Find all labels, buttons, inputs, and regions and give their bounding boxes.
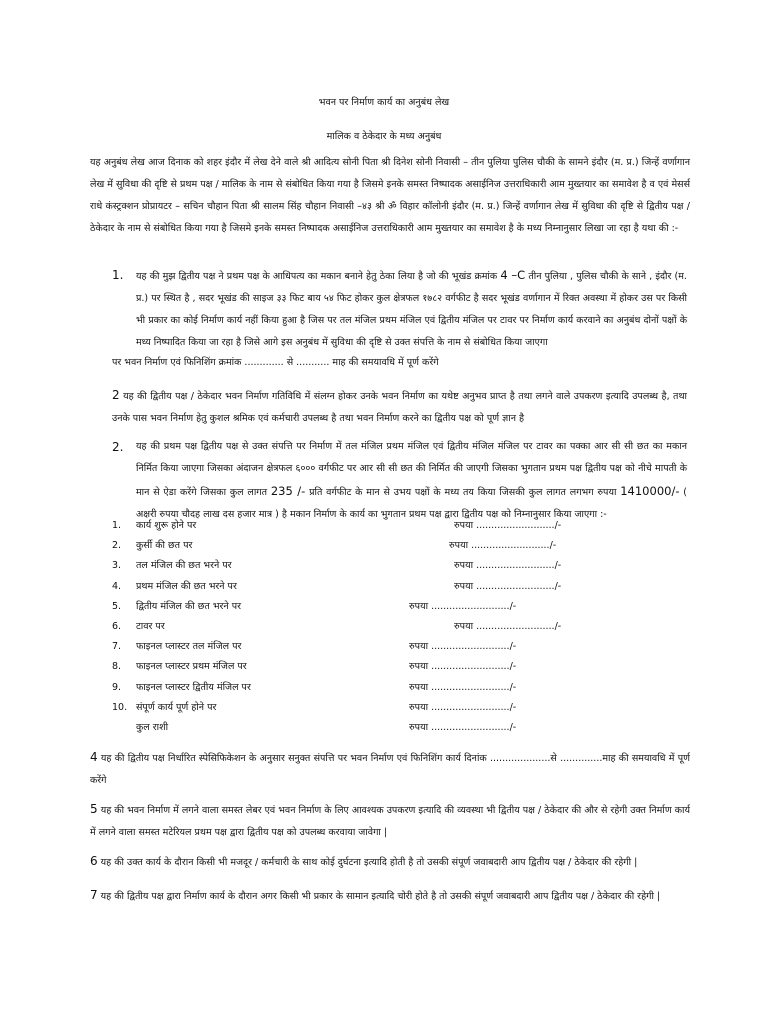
- clause-4-number: 4: [90, 750, 98, 764]
- schedule-row-number: 7.: [112, 641, 122, 653]
- schedule-row-label: तल मंजिल की छत भरने पर: [136, 560, 232, 572]
- schedule-row-number: 8.: [112, 661, 122, 673]
- clause-6-text: यह की उक्त कार्य के दौरान किसी भी मजदूर / कर्मचारी के साथ कोई दुर्घटना इत्यादि होती है तो उसकी संपूर्ण जवाबदारी आप द्वितीय पक्ष / ठेकेदार की रहेगी |: [100, 857, 638, 868]
- clause-1-number: 1.: [112, 268, 124, 282]
- schedule-row: [112, 556, 612, 576]
- clause-2b-amount: 1410000/-: [620, 484, 680, 498]
- schedule-row-amount: रुपया ........................../-: [409, 641, 517, 653]
- clause-6: [90, 850, 690, 874]
- clause-2b-text-c: ( अक्षरी रुपया चौदह लाख दस हजार मात्र ) है मकान निर्माण के कार्य का भुगतान प्रथम पक्ष द्वारा द्वितीय पक्ष को निम्नानुसार किया जाएगा :-: [136, 487, 688, 520]
- clause-1: [112, 264, 687, 354]
- schedule-row: [112, 536, 612, 556]
- schedule-row-label: कार्य शुरू होने पर: [136, 520, 197, 531]
- clause-2b: [112, 436, 687, 526]
- clause-1-plot-number: 4 –C: [500, 268, 526, 282]
- clause-2b-text-b: प्रति वर्गफीट के मान से उभय पक्षों के मध्य तय किया जिसकी कुल लागत लगभग रुपया: [309, 487, 617, 498]
- clause-7-text: यह की द्वितीय पक्ष द्वारा निर्माण कार्य के दौरान अगर किसी भी प्रकार के सामान इत्यादि चोरी होते है तो उसकी संपूर्ण जवाबदारी आप द्वितीय पक्ष / ठेकेदार की रहेगी |: [100, 891, 661, 902]
- schedule-row: [112, 637, 612, 657]
- schedule-row-label: कुर्सी की छत पर: [136, 540, 193, 552]
- schedule-row-number: 2.: [112, 540, 122, 552]
- clause-7: [90, 884, 690, 908]
- schedule-row: [112, 657, 612, 677]
- clause-2a-number: 2: [112, 388, 120, 402]
- schedule-row: [112, 516, 612, 536]
- schedule-row-label: फाइनल प्लास्टर प्रथम मंजिल पर: [136, 661, 247, 673]
- schedule-row: [112, 698, 612, 718]
- schedule-row: [112, 597, 612, 617]
- clause-2b-rate: 235 /-: [270, 484, 306, 498]
- schedule-row-number: 3.: [112, 560, 122, 572]
- clause-4: [90, 746, 690, 792]
- document-subtitle: मालिक व ठेकेदार के मध्य अनुबंध: [326, 131, 442, 142]
- schedule-row-label: संपूर्ण कार्य पूर्ण होने पर: [136, 701, 217, 713]
- schedule-row-amount: रुपया ........................../-: [409, 681, 517, 693]
- clause-4-text: यह की द्वितीय पक्ष निर्धारित स्पेसिफिकेशन के अनुसार सनुक्त संपत्ति पर भवन निर्माण एवं फिनिशिंग कार्य दिनांक ....................से ..............माह की समयावधि में पूर्ण करेंगे: [90, 753, 690, 786]
- intro-paragraph: यह अनुबंध लेख आज दिनाक को शहर इंदौर में लेख देने वाले श्री आदित्य सोनी पिता श्री दिनेश सोनी निवासी – तीन पुलिया पुलिस चौकी के सामने इंदौर (म. प्र.) जिन्हें वर्णागान लेख में सुविधा की दृष्टि से प्रथम पक्ष / मालिक के नाम से संबोधित किया गया है जिसमे इनके समस्त निष्पादक असाईनिज उत्तराधिकारी आम मुख्तयार का समावेश है व एवं मेसर्स राधे कंस्ट्रक्शन प्रोप्रायटर – सचिन चौहान पिता श्री सालम सिंह चौहान निवासी –४३ श्री ॐ विहार कॉलोनी इंदौर (म. प्र.) जिन्हें वर्णागान लेख में सुविधा की दृष्टि से द्वितीय पक्ष / ठेकेदार के नाम से संबोधित किया गया है जिसमे इनके समस्त निष्पादक असाईनिज उत्तराधिकारी आम मुख्तयार का समावेश है के मध्य निम्नानुसार लिखा जा रहा है यथा की :-: [90, 157, 690, 234]
- schedule-row: [112, 577, 612, 597]
- document-title: भवन पर निर्माण कार्य का अनुबंध लेख: [318, 97, 450, 108]
- clause-2a-text: यह की द्वितीय पक्ष / ठेकेदार भवन निर्माण गतिविधि में संलग्न होकर उनके भवन निर्माण का यथेष्ट अनुभव प्राप्त है तथा लगने वाले उपकरण इत्यादि उपलब्ध है, तथा उनके पास भवन निर्माण हेतु कुशल श्रमिक एवं कर्मचारी उपलब्ध है तथा भवन निर्माण करने का द्वितीय पक्ष को पूर्ण ज्ञान है: [112, 391, 687, 424]
- schedule-row: [112, 678, 612, 698]
- schedule-total-label: कुल राशी: [136, 721, 169, 733]
- schedule-row-label: द्वितीय मंजिल की छत भरने पर: [136, 600, 241, 612]
- clause-1-text-b: तीन पुलिया , पुलिस चौकी के साने , इंदौर (म. प्र.) पर स्थित है , सदर भूखंड की साइज ३३ फिट बाय ५४ फिट होकर कुल क्षेत्रफल १७८२ वर्गफीट है सदर भूखंड वर्णागान में रिक्त अवस्था में होकर उस पर किसी भी प्रकार का कोई निर्माण कार्य नहीं किया हुआ है जिस पर तल मंजिल प्रथम मंजिल एवं द्वितीय मंजिल पर टावर पर निर्माण कार्य करवाने का अनुबंध दोनों पक्षों के मध्य निष्पादित किया जा रहा है जिसे आगे इस अनुबंध में सुविधा की दृष्टि से उक्त संपत्ति के नाम से संबोधित किया जाएगा: [136, 271, 687, 348]
- schedule-row-number: 10.: [112, 701, 128, 713]
- schedule-row-label: फाइनल प्लास्टर द्वितीय मंजिल पर: [136, 681, 251, 693]
- clause-5-text: यह की भवन निर्माण में लगने वाला समस्त लेबर एवं भवन निर्माण के लिए आवश्यक उपकरण इत्यादि की व्यवस्था भी द्वितीय पक्ष / ठेकेदार की और से रहेगी उक्त निर्माण कार्य में लगने वाला समस्त मटेरियल प्रथम पक्ष द्वारा द्वितीय पक्ष को उपलब्ध करवाया जावेगा |: [90, 805, 690, 838]
- schedule-row-amount: रुपया ........................../-: [409, 600, 517, 612]
- schedule-row-label: टावर पर: [136, 620, 165, 632]
- schedule-row-number: 9.: [112, 681, 122, 693]
- clause-5: [90, 798, 690, 844]
- schedule-row-amount: रुपया ........................../-: [449, 540, 557, 552]
- clause-6-number: 6: [90, 854, 98, 868]
- schedule-row-amount: रुपया ........................../-: [409, 701, 517, 713]
- clause-2a: [112, 384, 687, 430]
- schedule-row-number: 6.: [112, 620, 122, 632]
- schedule-row-amount: रुपया ........................../-: [409, 661, 517, 673]
- completion-line: पर भवन निर्माण एवं फिनिशिंग क्रमांक ............. से ........... माह की समयावधि में पूर्ण करेंगे: [112, 357, 439, 368]
- clause-2b-number: 2.: [112, 440, 124, 454]
- schedule-total-row: [112, 718, 612, 738]
- clause-5-number: 5: [90, 802, 98, 816]
- clause-7-number: 7: [90, 888, 98, 902]
- schedule-row-number: 1.: [112, 520, 122, 531]
- payment-schedule: [112, 516, 612, 738]
- schedule-row-amount: रुपया ........................../-: [454, 560, 562, 572]
- clause-2b-text-a: यह की प्रथम पक्ष द्वितीय पक्ष से उक्त संपत्ति पर निर्माण में तल मंजिल प्रथम मंजिल एवं द्वितीय मंजिल मंजिल पर टावर का पक्का आर सी सी छत का मकान निर्मित किया जाएगा जिसका अंदाजन क्षेत्रफल ६००० वर्गफीट पर आर सी सी छत की निर्मित की जाएगी जिसका भुगतान प्रथम पक्ष द्वितीय पक्ष को नीचे मापती के मान से ऐडा करेंगे जिसका कुल लागत: [136, 441, 687, 498]
- schedule-row-label: फाइनल प्लास्टर तल मंजिल पर: [136, 641, 242, 653]
- schedule-row: [112, 617, 612, 637]
- clause-1-text-a: यह की मुझ द्वितीय पक्ष ने प्रथम पक्ष के आधिपत्य का मकान बनाने हेतु ठेका लिया है जो की भूखंड क्रमांक: [136, 271, 498, 282]
- schedule-row-amount: रुपया ........................../-: [454, 520, 562, 531]
- schedule-row-amount: रुपया ........................../-: [454, 580, 562, 592]
- schedule-row-number: 5.: [112, 600, 122, 612]
- schedule-row-label: प्रथम मंजिल की छत भरने पर: [136, 580, 237, 592]
- schedule-row-amount: रुपया ........................../-: [454, 620, 562, 632]
- schedule-total-amount: रुपया ........................../-: [409, 721, 517, 733]
- schedule-row-number: 4.: [112, 580, 122, 592]
